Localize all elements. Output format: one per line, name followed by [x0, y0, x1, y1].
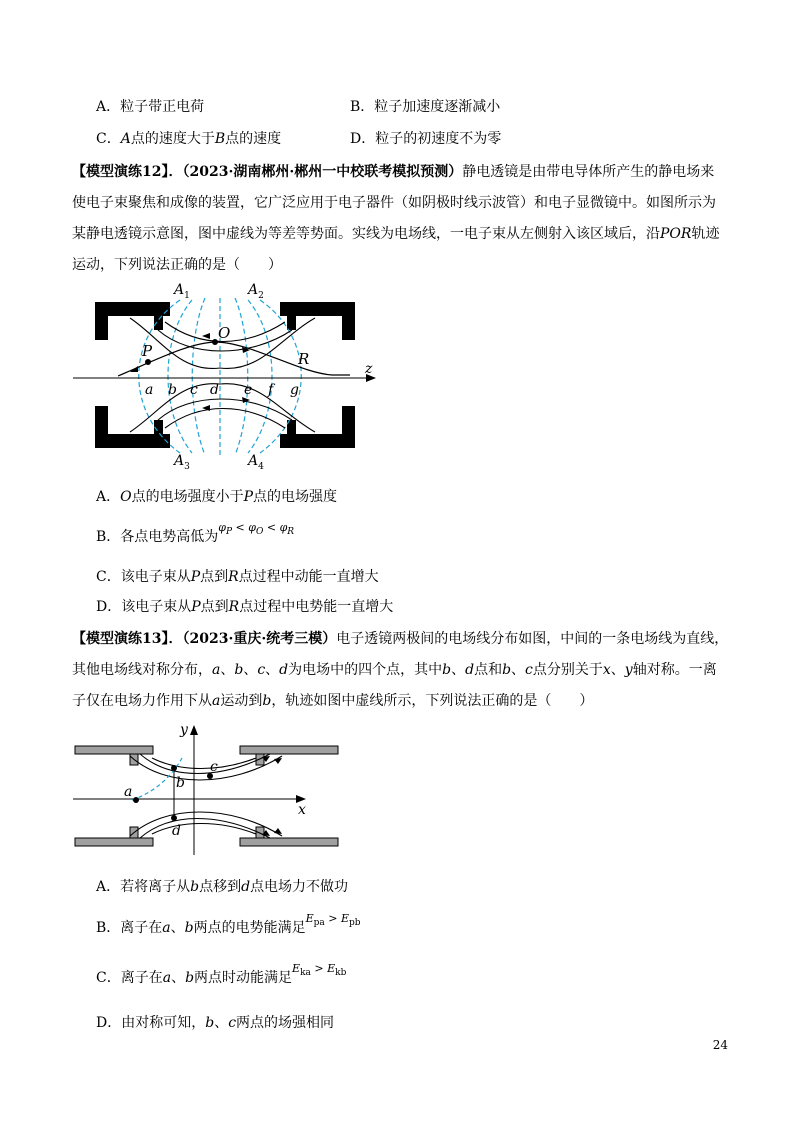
plate-bot-left	[75, 838, 153, 846]
point-b	[171, 765, 177, 771]
label-o: O	[218, 324, 231, 342]
label-d: d	[172, 823, 181, 839]
page-number: 24	[712, 1038, 728, 1052]
field-line-1	[140, 754, 270, 774]
label-eq-c: c	[190, 382, 198, 398]
label-a3: $A_3$	[174, 453, 190, 472]
label-x: x	[298, 802, 306, 818]
label-b: b	[176, 775, 185, 791]
label-p: P	[142, 342, 153, 360]
option-d: D．粒子的初速度不为零	[350, 131, 502, 147]
field-line-bot1	[158, 399, 292, 420]
label-z: z	[365, 361, 373, 377]
q12-option-a: A．O点的电场强度小于P点的电场强度	[96, 489, 338, 505]
label-a: a	[124, 784, 133, 800]
q13-line1: 【模型演练13】．（2023·重庆·统考三模）电子透镜两极间的电场线分布如图，中间的一条电场线为直线，	[72, 631, 729, 647]
q13-option-b: B．离子在a、b两点的电势能满足$^{E_{pa} > E_{pb}}$	[96, 912, 361, 936]
plate-bot-right-tab	[256, 827, 264, 838]
plate-bot-right	[240, 838, 338, 846]
q12-option-b: B．各点电势高低为$^{\varphi_P < \varphi_O < \varphi_R}$	[96, 521, 295, 545]
option-b: B．粒子加速度逐渐减小	[350, 99, 501, 115]
trajectory-arrow	[130, 366, 138, 372]
plate-top-left	[75, 746, 153, 754]
label-y: y	[180, 722, 188, 738]
field-line-bot2	[165, 409, 285, 429]
label-eq-b: b	[168, 382, 177, 398]
label-eq-e: e	[244, 382, 253, 398]
arrow-4	[274, 828, 282, 834]
q13-line3: 子仅在电场力作用下从a运动到b，轨迹如图中虚线所示，下列说法正确的是（ ）	[72, 693, 594, 709]
label-eq-d: d	[210, 382, 219, 398]
label-eq-f: f	[268, 382, 274, 398]
lens-figure	[70, 278, 380, 473]
electrode-a2-tab	[287, 316, 296, 330]
label-c: c	[210, 759, 218, 775]
q13-option-a: A．若将离子从b点移到d点电场力不做功	[96, 879, 349, 895]
y-arrow	[190, 725, 198, 735]
equipotential-f	[248, 300, 272, 453]
q13-option-d: D．由对称可知，b、c两点的场强相同	[96, 1015, 335, 1031]
plate-top-right-tab	[256, 754, 264, 765]
trajectory-por	[118, 342, 350, 376]
arrow-2	[274, 758, 282, 764]
q12-option-c: C．该电子束从P点到R点过程中动能一直增大	[96, 569, 379, 585]
q13-line2: 其他电场线对称分布，a、b、c、d为电场中的四个点，其中b、d点和b、c点分别关于x、y轴对称。一离	[72, 662, 717, 678]
label-a4: $A_4$	[248, 453, 264, 472]
q12-option-d: D．该电子束从P点到R点过程中电势能一直增大	[96, 599, 394, 615]
q12-line3: 某静电透镜示意图，图中虚线为等差等势面。实线为电场线，一电子束从左侧射入该区域后，沿POR轨迹	[72, 226, 720, 242]
equipotential-c	[192, 298, 205, 455]
field-line-4	[140, 819, 270, 839]
electrode-a1-tab	[154, 316, 163, 330]
electron-lens-figure	[70, 720, 360, 860]
label-r: R	[298, 350, 310, 368]
q12-line2: 使电子束聚焦和成像的装置，它广泛应用于电子器件（如阴极时线示波管）和电子显微镜中。如图所示为	[72, 195, 716, 211]
arrow-top	[202, 333, 210, 339]
q12-line1: 【模型演练12】．（2023·湖南郴州·郴州一中校联考模拟预测）静电透镜是由带电导体所产生的静电场来	[72, 164, 715, 180]
label-a2: $A_2$	[248, 282, 264, 301]
equipotential-b	[168, 300, 192, 453]
q13-option-c: C．离子在a、b两点时动能满足$^{E_{ka} > E_{kb}}$	[96, 962, 347, 986]
option-a: A．粒子带正电荷	[96, 99, 205, 115]
plate-top-right	[240, 746, 338, 754]
option-c: C．A点的速度大于B点的速度	[96, 131, 282, 147]
label-eq-a: a	[145, 382, 154, 398]
label-a1: $A_1$	[174, 282, 190, 301]
point-a	[133, 797, 139, 803]
label-eq-g: g	[290, 382, 299, 398]
equipotential-e	[235, 298, 248, 455]
q12-line4: 运动，下列说法正确的是（ ）	[72, 257, 282, 273]
point-d	[171, 815, 177, 821]
